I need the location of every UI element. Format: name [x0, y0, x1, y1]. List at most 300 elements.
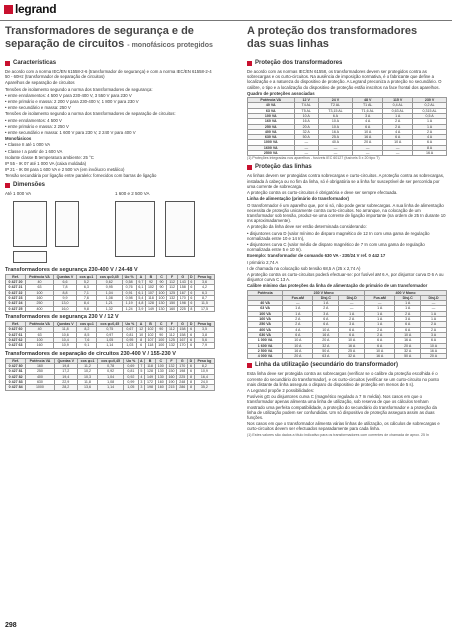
table-cell: — — [294, 150, 318, 155]
table-cell: 90 — [156, 332, 167, 337]
table-note: (1) Proteções integradas nos aparelhos - fusíveis IEC 60127 (fusíveis 5 x 20 tipo T) — [247, 156, 380, 161]
legrand-logo-icon — [4, 5, 13, 14]
table-cell: 250 — [26, 301, 54, 306]
column-subheader: Disj.D — [339, 295, 365, 300]
section-utilization: Linha da utilização (secundário do transformador) — [247, 362, 447, 369]
text-paragraph: Isolante classe B temperatura ambiente: 25 °C — [5, 154, 94, 160]
table-cell: 6 A — [365, 343, 395, 348]
table-cell: 3 A — [353, 113, 383, 118]
column-header: F — [167, 322, 178, 327]
table-cell: 3,8 — [195, 332, 215, 337]
table-cell: 40 VA — [248, 103, 295, 108]
right-column — [247, 57, 447, 439]
table-cell: 16 A — [365, 354, 395, 359]
table-cell: 8 — [188, 385, 195, 390]
table-cell: 4 A — [383, 129, 413, 134]
table-cell: 10,9 — [194, 369, 214, 374]
column-header: G — [177, 274, 188, 279]
column-header: A — [138, 358, 145, 363]
table-cell: 92 — [146, 280, 157, 285]
column-header: B — [146, 274, 157, 279]
column-header: Peso kg — [195, 274, 215, 279]
table-cell: 16 A — [421, 348, 447, 353]
table-cell: 6 — [137, 343, 145, 348]
table-cell: 1,08 — [98, 380, 124, 385]
column-header: D — [188, 358, 195, 363]
table-cell: 12 — [137, 327, 145, 332]
table-cell: 20 A — [294, 124, 318, 129]
table-cell: 63 VA — [248, 108, 295, 113]
table-cell: 2 A — [383, 124, 413, 129]
table-cell: 1 A — [283, 311, 313, 316]
table-cell: 16 A — [283, 348, 313, 353]
table-cell: 20 A — [313, 338, 339, 343]
table-cell: 8,4 — [77, 301, 97, 306]
column-header: cos φ=1 — [77, 274, 97, 279]
table-cell: 4 A — [353, 119, 383, 124]
column-header: F — [166, 358, 177, 363]
table-cell: 6 A — [339, 327, 365, 332]
column-header: 400 V Mono — [365, 290, 447, 295]
table-cell: 225 — [177, 374, 188, 379]
table-cell: 8,2 — [77, 327, 97, 332]
table-cell: 0,76 — [122, 285, 136, 290]
text-paragraph: De acordo com as normas IEC/EN 61558, os transformadores devem ser protegidos contra as sobrecargas e os curto-circuitos. Na ausência de imposição normativa, é o fabricante que define a localização e a natureza do dispositivo de proteção. A Legrand preconiza a proteção no secundário. O calibre, o tipo e a localização do dispositivo de proteção estão inscritos na face frontal dos aparelhos. — [247, 69, 442, 90]
table-cell: 0 427 63 — [6, 343, 26, 348]
table-cell: 143 — [177, 280, 188, 285]
table-cell: 10 A — [283, 343, 313, 348]
table-cell: 6 A — [383, 135, 413, 140]
table-cell: — — [283, 301, 313, 306]
table-row — [6, 380, 215, 385]
column-header: B — [145, 322, 156, 327]
table-cell: 160 — [155, 385, 166, 390]
text-paragraph: A proteção contra os curto-circuitos é obrigatória e deve ser sempre efectuada. — [247, 190, 398, 196]
table-cell: 1,04 — [96, 290, 122, 295]
text-paragraph: • Classe I a partir de 1 600 VA — [5, 148, 63, 154]
text-paragraph: A Legrand propõe 2 possibilidades: — [247, 388, 315, 394]
table-cell: — — [318, 150, 352, 155]
table-cell: 3 — [138, 380, 145, 385]
table-cell: 4 000 VA — [248, 354, 283, 359]
left-column — [5, 57, 215, 391]
table-safety-48v — [5, 274, 215, 312]
table-cell: 10 A — [395, 332, 421, 337]
table-cell: 1 A — [395, 306, 421, 311]
table-cell: 3 — [138, 385, 145, 390]
example-line: Exemplo: transformador de comando 630 VA - 230/24 V ref. 0 442 17 — [247, 253, 386, 259]
table-cell: 6,6 — [53, 280, 76, 285]
table-cell: 6,1 — [136, 285, 145, 290]
table-cell: 118 — [145, 364, 156, 369]
table-cell: 2 A — [339, 317, 365, 322]
table-cell: 8 — [188, 306, 195, 311]
table-safety-12v — [5, 321, 215, 348]
table-cell: 107 — [145, 338, 156, 343]
column-header: D — [190, 274, 193, 279]
text-paragraph: O transformador é um aparelho que, por si só, não pode gerar sobrecargas. A sua linha de alimentação necessita de proteção unicamente contra curto-circuitos. No arranque, na colocação de um transformador sob tensão, produz-se uma corrente de ligação importante (na ordem de 25 In durante 10 ms aproximadamente). — [247, 202, 446, 224]
table-cell: 1 A — [365, 322, 395, 327]
text-paragraph: A proteção da linha deve ser então determinada considerando: — [247, 224, 367, 230]
section-bullet-icon — [5, 183, 10, 188]
top-bar — [0, 0, 452, 22]
table-cell: 1600 VA — [248, 145, 295, 150]
table-cell: 16 A — [339, 343, 365, 348]
table-cell: 0,2 AL — [413, 103, 447, 108]
table-cell: 3 A — [313, 311, 339, 316]
section-bullet-icon — [5, 61, 10, 66]
text-paragraph: Tensão secundária por ligação entre paralelo: fornecidos com barras de ligação — [5, 173, 157, 179]
table-cell: 10 A — [318, 124, 352, 129]
table-cell: 0,69 — [124, 364, 138, 369]
right-title-line-1: A proteção dos transformadores — [247, 25, 418, 37]
table-cell: 215 — [166, 385, 177, 390]
text-paragraph: • disjuntores curva C (valor médio de disparo magnético de 7 In com uma gama de regulação normalizada entre 5 e 10 In). — [247, 241, 425, 253]
table-cell: T3,15 AL — [318, 108, 352, 113]
header-rule — [0, 20, 452, 21]
table-cell: 100 — [156, 343, 167, 348]
column-header: 24 V — [318, 98, 352, 103]
table-cell: 160 — [166, 374, 177, 379]
table-cell: 0,99 — [124, 380, 138, 385]
table-cell: 28,2 — [54, 385, 77, 390]
table-row — [248, 150, 447, 155]
column-header: Ref. — [6, 358, 26, 363]
table-cell: 2 A — [421, 327, 447, 332]
column-header: Peso kg — [195, 322, 215, 327]
text-paragraph: Tensões de isolamento segundo a norma dos transformadores de separação de circuitos: — [5, 111, 176, 117]
table-row — [6, 343, 215, 348]
dim-label-small: Até 1 000 VA — [5, 190, 32, 196]
table-cell: 1,14 — [97, 343, 123, 348]
title-line-2: separação de circuitos — [5, 38, 125, 50]
table-cell: 1 A — [413, 119, 447, 124]
table-cell: 1 A — [339, 311, 365, 316]
table-cell: 1,03 — [123, 343, 137, 348]
text-paragraph: • entre secundário e massa: 1 600 V para 230 V, 2 240 V para 400 V — [5, 130, 136, 136]
column-header: Quedas V — [54, 322, 77, 327]
text-paragraph: Nos casos em que o transformador alimenta várias linhas de utilização, os cálculos de sobrecargas e curto-circuitos devem ser efectuados separadamente para cada linha. — [247, 421, 440, 432]
table-cell: 102 — [146, 285, 157, 290]
table-cell: 20 A — [421, 354, 447, 359]
column-header: 12 V — [294, 98, 318, 103]
table-cell: 0,63 AL — [383, 108, 413, 113]
table-cell: 112 — [167, 332, 178, 337]
table-cell: 107 — [146, 290, 157, 295]
table-cell: 2 500 VA — [248, 348, 283, 353]
section-protection: Proteção dos transformadores — [247, 60, 447, 67]
table-cell: 19,8 — [54, 364, 77, 369]
table-cell: 6 — [188, 301, 195, 306]
column-header: Uo % — [123, 322, 137, 327]
table-cell: 5,4 — [136, 296, 145, 301]
table-cell: 1,04 — [98, 374, 124, 379]
table-cell: 16,0 — [53, 306, 76, 311]
title-line-1: Transformadores de segurança e de — [5, 25, 194, 37]
cabinet-side-drawing — [165, 201, 195, 257]
table-cell: 3 A — [421, 332, 447, 337]
table-cell: 132 — [166, 364, 177, 369]
table-cell: 630 VA — [248, 332, 283, 337]
column-header: Peso kg — [194, 358, 214, 363]
table-cell: 6,3 — [195, 290, 215, 295]
table-cell: 0,75 — [97, 327, 123, 332]
table-cell: 2 A — [365, 332, 395, 337]
section-dimensions: Dimensões — [5, 182, 215, 189]
column-header: Potência VA — [26, 322, 54, 327]
text-paragraph: • disjuntores curva D (valor mínimo de disparo magnético de 12 In com uma gama de regulação normalizada entre 10 e 14 In), — [247, 230, 430, 241]
section-bullet-icon — [247, 165, 252, 170]
table-cell: 6 — [188, 290, 195, 295]
table-cell: 0,92 — [98, 369, 124, 374]
column-header: Uo % — [124, 358, 138, 363]
table-cell: — — [294, 145, 318, 150]
table-cell: 16 A — [313, 332, 339, 337]
table-cell: 10 A — [339, 338, 365, 343]
table-cell: 16 A — [353, 135, 383, 140]
table-cell: 0 427 81 — [6, 369, 26, 374]
table-cell: 11,2 — [77, 364, 97, 369]
table-cell: 0,95 — [123, 338, 137, 343]
table-cell: 100 — [156, 338, 167, 343]
table-cell: 7,6 — [77, 338, 97, 343]
table-cell: 50 A — [313, 348, 339, 353]
table-cell: 7,9 — [195, 343, 215, 348]
table-cell: 400 — [26, 374, 54, 379]
table-cell: 0,81 — [124, 369, 138, 374]
table-cell: 112 — [167, 327, 178, 332]
table-cell: 5 — [138, 369, 145, 374]
table-cell: 25 A — [339, 348, 365, 353]
table-cell: 0 427 20 — [6, 280, 26, 285]
table-cell: 250 VA — [248, 124, 295, 129]
column-header: Potência VA — [26, 274, 54, 279]
table-cell: 32 A — [339, 354, 365, 359]
table-cell: 130 — [156, 301, 167, 306]
transformer-bottom-drawing — [13, 251, 47, 263]
table-cell: 10,2 — [77, 369, 97, 374]
section-bullet-icon — [247, 61, 252, 66]
table-cell: 9,9 — [53, 296, 76, 301]
column-subheader: Disj.C — [313, 295, 339, 300]
table-cell: 3,9 — [136, 306, 145, 311]
table-cell: 9,1 — [77, 343, 97, 348]
column-header: C — [155, 358, 166, 363]
table-cell: 40 — [26, 327, 54, 332]
column-header: D — [188, 322, 195, 327]
table-cell: 0,315 AL — [413, 108, 447, 113]
subheading: Linha de alimentação (primário do transformador) — [247, 196, 349, 202]
table-cell: 0 427 80 — [6, 364, 26, 369]
column-header: cos φ=0,45 — [98, 358, 124, 363]
table-cell: 6 — [188, 280, 195, 285]
table-row — [6, 306, 215, 311]
table-cell: 102 — [145, 332, 156, 337]
table-cell: 225 — [177, 306, 188, 311]
table-cell: 11,8 — [77, 380, 97, 385]
table-cell: 5,2 — [77, 280, 97, 285]
table-cell: 40 A — [318, 140, 352, 145]
table-cell: 6 A — [339, 332, 365, 337]
dimension-drawings — [5, 191, 215, 265]
table-cell: 13,0 — [53, 301, 76, 306]
table-cell: 32 A — [395, 348, 421, 353]
column-header: B — [145, 358, 156, 363]
text-paragraph: Tensões de isolamento segundo a norma dos transformadores de segurança: — [5, 86, 153, 92]
table-cell: 17,5 — [195, 306, 215, 311]
table-cell: 1 A — [413, 124, 447, 129]
page-title-right — [247, 25, 447, 51]
table-cell: 160 — [26, 343, 54, 348]
table-cell: 0,4 AL — [383, 103, 413, 108]
table-cell: 8,2 — [194, 364, 214, 369]
table-cell: 1000 — [26, 385, 54, 390]
column-header: F — [167, 274, 178, 279]
table-cell: 6 A — [421, 338, 447, 343]
table-cell: 112 — [167, 285, 178, 290]
table-cell: 0,91 — [122, 290, 136, 295]
column-header: A — [137, 322, 145, 327]
table-cell: 160 — [167, 306, 178, 311]
table-cell: 6 A — [353, 124, 383, 129]
page-number: 298 — [5, 622, 17, 629]
table-cell: 32 A — [313, 343, 339, 348]
table-cell: 3 A — [395, 317, 421, 322]
column-header: 230 V — [413, 98, 447, 103]
table-cell: 4,8 — [136, 301, 145, 306]
table-cell: 0 427 82 — [6, 374, 26, 379]
table-cell: 17,2 — [54, 369, 77, 374]
table-cell: 128 — [145, 369, 156, 374]
table-cell: 100 — [26, 338, 54, 343]
column-header: cos φ=0,45 — [96, 274, 122, 279]
text-paragraph: • Classe II até 1 000 VA — [5, 142, 51, 148]
table-cell: 6 A — [395, 322, 421, 327]
table-cell: 1,05 — [97, 338, 123, 343]
table-cell: 6 A — [313, 322, 339, 327]
column-header: cos φ=1 — [77, 322, 97, 327]
table-cell: 0 427 24 — [6, 301, 26, 306]
table-cell: 190 — [166, 380, 177, 385]
table-cell: 160 — [26, 296, 54, 301]
table-cell: 20 A — [353, 140, 383, 145]
table-cell: T4 AL — [294, 103, 318, 108]
column-subheader: Disj.C — [395, 295, 421, 300]
column-header: 115 V — [383, 98, 413, 103]
table-cell: 6,3 — [77, 285, 97, 290]
table-cell: 25 A — [318, 135, 352, 140]
table-cell: 400 VA — [248, 327, 283, 332]
table-cell: 5,6 — [195, 338, 215, 343]
table-cell: 63 — [26, 332, 54, 337]
table-cell: 400 VA — [248, 129, 295, 134]
table-cell: 132 — [167, 296, 178, 301]
table-cell: 3,5 — [195, 327, 215, 332]
table-cell: 10,6 — [54, 332, 77, 337]
column-subheader: Disj.D — [421, 295, 447, 300]
column-header: Quedas V — [53, 274, 76, 279]
table-cell: 2 A — [413, 129, 447, 134]
table-cell: 0,5 A — [413, 113, 447, 118]
table-cell: 10 A — [383, 140, 413, 145]
table-caption-1: Transformadores de segurança 230-400 V / 24-48 V — [5, 266, 138, 273]
cabinet-front-drawing — [115, 201, 155, 257]
table-cell: 167 — [177, 290, 188, 295]
table-cell: — — [339, 306, 365, 311]
table-cell: 16 A — [318, 129, 352, 134]
table-cell: 8 — [188, 380, 195, 385]
table-row — [6, 338, 215, 343]
table-cell: 0,95 — [96, 285, 122, 290]
table-cell: 158 — [177, 332, 188, 337]
table-separation — [5, 358, 215, 391]
table-cell: 286 — [177, 385, 188, 390]
table-cell: 6 A — [413, 140, 447, 145]
table-cell: 1,32 — [96, 306, 122, 311]
table-cell: 170 — [177, 343, 188, 348]
table-cell: 0,78 — [98, 364, 124, 369]
transformer-side-drawing — [55, 201, 79, 247]
table-cell: 198 — [145, 385, 156, 390]
table-cell: 158 — [177, 327, 188, 332]
table-cell: 0 427 23 — [6, 296, 26, 301]
table-cell: 6 A — [318, 113, 352, 118]
table-cell: 10 A — [283, 338, 313, 343]
table-cell: 50 A — [395, 354, 421, 359]
table-cell: 149 — [145, 374, 156, 379]
table-cell: 150 — [167, 301, 178, 306]
footnote: (1) Estes valores são dados a título indicativo para os transformadores com correntes de chamada de aprox. 25 In — [247, 432, 429, 437]
table-row — [6, 296, 215, 301]
table-cell: 11,8 — [54, 327, 77, 332]
table-cell: 10 A — [318, 119, 352, 124]
table-cell: 10,4 — [54, 338, 77, 343]
table-cell: 1,24 — [122, 306, 136, 311]
column-header: Uo % — [122, 274, 136, 279]
table-cell: 130 — [155, 369, 166, 374]
table-cell: 20 A — [395, 343, 421, 348]
table-cell: 7 — [138, 364, 145, 369]
table-cell: 6 A — [283, 332, 313, 337]
table-cell: 4 A — [413, 135, 447, 140]
table-cell: 0 427 62 — [6, 338, 26, 343]
table-cell: 0 427 22 — [6, 290, 26, 295]
text-paragraph: • entre secundário e massa: 250 V — [5, 105, 71, 111]
table-cell: 0,97 — [97, 332, 123, 337]
column-header: Potência — [248, 290, 283, 295]
table-row — [6, 369, 215, 374]
table-cell: 90 — [156, 327, 167, 332]
table-cell: 7,6 — [77, 296, 97, 301]
table-cell: 150 — [166, 369, 177, 374]
table-cell: — — [353, 145, 383, 150]
section-characteristics: Características — [5, 60, 215, 67]
table-cell: 2 A — [395, 311, 421, 316]
table-cell: 100 — [155, 364, 166, 369]
table-cell: 250 — [26, 369, 54, 374]
table-cell: 7,8 — [53, 285, 76, 290]
table-cell: 167 — [177, 338, 188, 343]
subheading: Calibre mínimo das proteções da linha de alimentação do primário de um transformador — [247, 283, 428, 289]
table-cell: 0,58 — [122, 280, 136, 285]
table-cell: 8 — [137, 338, 145, 343]
table-cell: 1,14 — [98, 385, 124, 390]
mono-title: Monofásicos — [5, 136, 32, 142]
column-header: G — [177, 322, 188, 327]
table-cell: 32 A — [294, 129, 318, 134]
table-cell: 1 600 VA — [248, 343, 283, 348]
table-cell: 125 — [167, 338, 178, 343]
